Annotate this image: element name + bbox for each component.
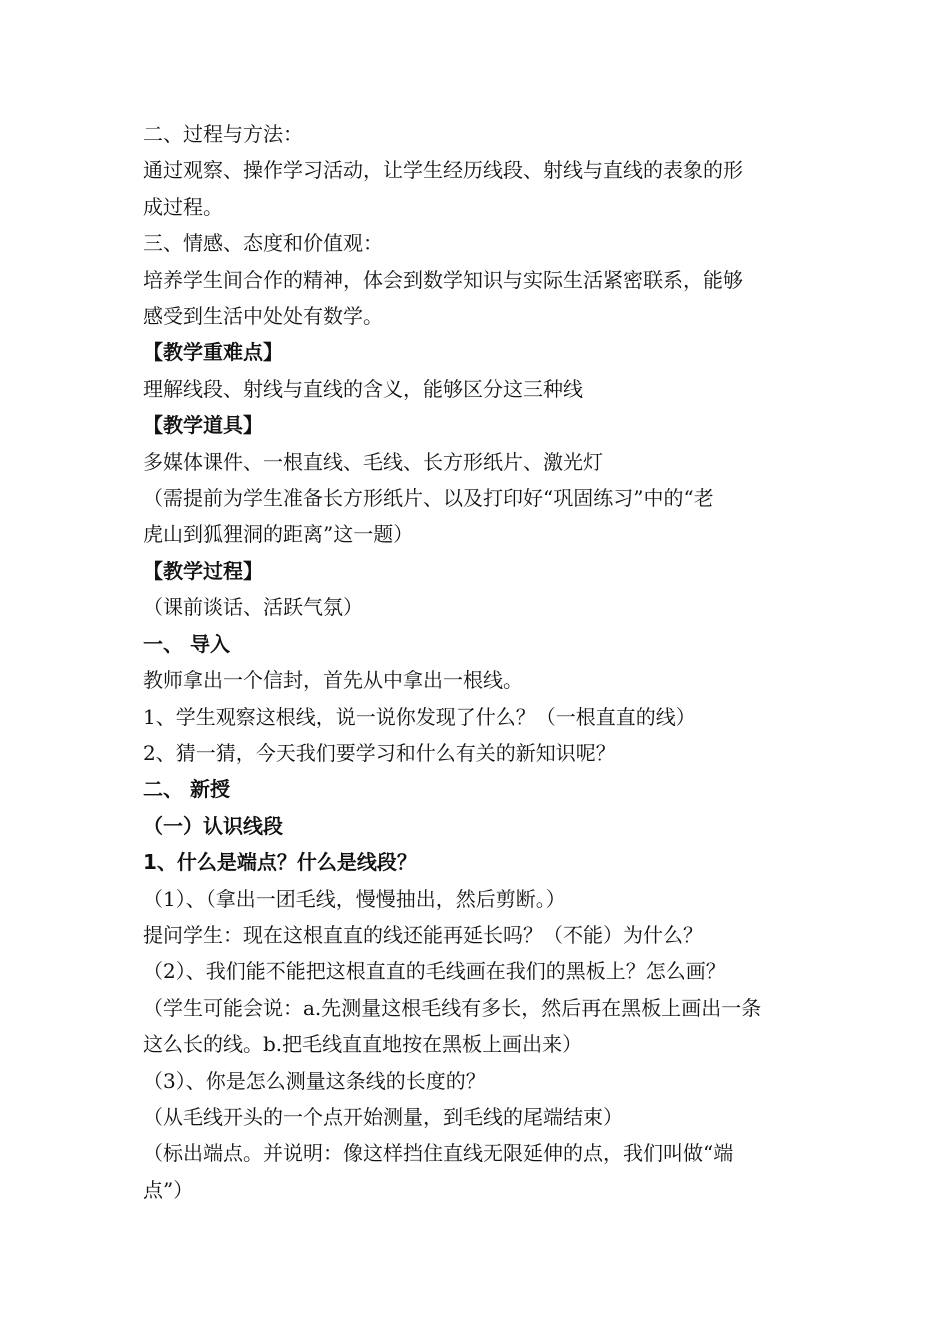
paragraph-line: 理解线段、射线与直线的含义，能够区分这三种线 (143, 376, 583, 401)
paragraph-line: 1、学生观察这根线，说一说你发现了什么？（一根直直的线） (143, 704, 696, 729)
paragraph-line: （3）、你是怎么测量这条线的长度的？ (143, 1068, 486, 1093)
section-heading: 1、什么是端点？什么是线段？ (143, 850, 417, 875)
paragraph-line: 培养学生间合作的精神，体会到数学知识与实际生活紧密联系，能够 (143, 267, 743, 292)
section-heading: 一、 导入 (143, 631, 230, 656)
paragraph-line: （从毛线开头的一个点开始测量，到毛线的尾端结束） (143, 1104, 623, 1129)
paragraph-line: 通过观察、操作学习活动，让学生经历线段、射线与直线的表象的形 (143, 158, 743, 183)
paragraph-line: 虎山到狐狸洞的距离”这一题） (143, 522, 414, 547)
paragraph-line: （需提前为学生准备长方形纸片、以及打印好“巩固练习”中的“老 (143, 486, 714, 511)
paragraph-line: 感受到生活中处处有数学。 (143, 304, 383, 329)
section-heading: 二、 新授 (143, 777, 230, 802)
document-body (143, 116, 811, 1208)
section-heading: 【教学过程】 (143, 558, 263, 583)
paragraph-line: 这么长的线。b.把毛线直直地按在黑板上画出来） (143, 1032, 583, 1057)
paragraph-line: （1）、（拿出一团毛线，慢慢抽出，然后剪断。） (143, 886, 566, 911)
paragraph-line: 教师拿出一个信封，首先从中拿出一根线。 (143, 668, 523, 693)
paragraph-line: 成过程。 (143, 194, 223, 219)
paragraph-line: （标出端点。并说明：像这样挡住直线无限延伸的点，我们叫做“端 (143, 1141, 734, 1166)
paragraph-line: 二、过程与方法： (143, 122, 303, 146)
paragraph-line: 2、猜一猜，今天我们要学习和什么有关的新知识呢？ (143, 740, 616, 765)
section-heading: 【教学重难点】 (143, 340, 283, 365)
paragraph-line: 三、情感、态度和价值观： (143, 231, 383, 256)
paragraph-line: （学生可能会说：a.先测量这根毛线有多长，然后再在黑板上画出一条 (143, 995, 762, 1020)
paragraph-line: 提问学生：现在这根直直的线还能再延长吗？（不能）为什么？ (143, 922, 703, 947)
paragraph-line: （2）、我们能不能把这根直直的毛线画在我们的黑板上？怎么画？ (143, 959, 726, 984)
paragraph-line: 多媒体课件、一根直线、毛线、长方形纸片、激光灯 (143, 449, 603, 474)
section-heading: 【教学道具】 (143, 413, 263, 438)
section-heading: （一）认识线段 (143, 813, 283, 838)
paragraph-line: （课前谈话、活跃气氛） (143, 595, 363, 620)
paragraph-line: 点”） (143, 1177, 194, 1202)
